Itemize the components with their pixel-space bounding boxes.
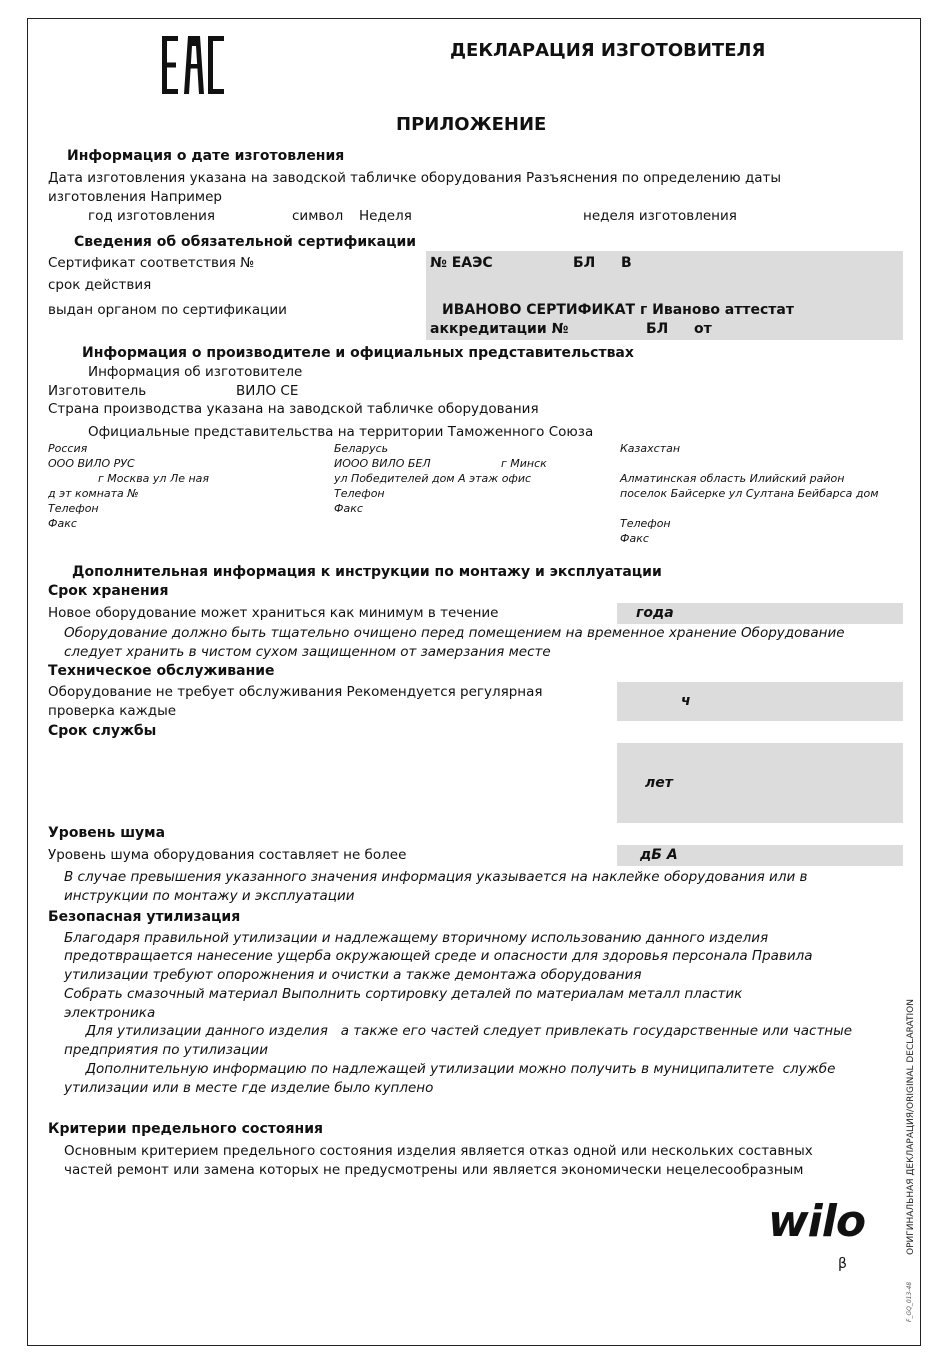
disposal-line: Для утилизации данного изделия а также его частей следует привлекать государственные или частные bbox=[64, 1023, 853, 1039]
disposal-line: Собрать смазочный материал Выполнить сортировку деталей по материалам металл пластик bbox=[64, 986, 743, 1002]
section-heading-manufacturer: Информация о производителе и официальных представительствах bbox=[82, 345, 634, 361]
manufacture-date-line2: изготовления Например bbox=[48, 189, 222, 205]
kazakhstan-phone: Телефон bbox=[620, 517, 671, 530]
limit-state-heading: Критерии предельного состояния bbox=[48, 1121, 324, 1137]
side-declaration-text: ОРИГИНАЛЬНАЯ ДЕКЛАРАЦИЯ/ORIGINAL DECLARATION bbox=[906, 999, 916, 1255]
russia-phone: Телефон bbox=[48, 502, 99, 515]
service-life-heading: Срок службы bbox=[48, 723, 157, 739]
wilo-logo: wilo bbox=[768, 1196, 866, 1247]
noise-line: Уровень шума оборудования составляет не более bbox=[48, 847, 407, 863]
storage-note1: Оборудование должно быть тщательно очищено перед помещением на временное хранение Оборудование bbox=[64, 625, 845, 641]
storage-note2: следует хранить в чистом сухом защищенном от замерзания месте bbox=[64, 644, 551, 660]
storage-value: года bbox=[636, 605, 674, 621]
belarus-phone: Телефон bbox=[334, 487, 385, 500]
disposal-line: Дополнительную информацию по надлежащей утилизации можно получить в муниципалитете службе bbox=[64, 1061, 836, 1077]
noise-note2: инструкции по монтажу и эксплуатации bbox=[64, 888, 355, 904]
russia-address2: д эт комната № bbox=[48, 487, 139, 500]
russia-country: Россия bbox=[48, 442, 88, 455]
kazakhstan-region: Алматинская область Илийский район bbox=[620, 472, 845, 485]
russia-address1: г Москва ул Ле ная bbox=[98, 472, 210, 485]
manufacturer-label: Изготовитель bbox=[48, 383, 147, 399]
belarus-city: г Минск bbox=[501, 457, 547, 470]
noise-value: дБ А bbox=[640, 847, 678, 863]
russia-company: ООО ВИЛО РУС bbox=[48, 457, 135, 470]
issuer-line2b: БЛ bbox=[646, 321, 669, 337]
maintenance-heading: Техническое обслуживание bbox=[48, 663, 275, 679]
kazakhstan-address: поселок Байсерке ул Султана Бейбарса дом bbox=[620, 487, 879, 500]
disposal-line: Благодаря правильной утилизации и надлежащему вторичному использованию данного изделия bbox=[64, 930, 769, 946]
noise-note1: В случае превышения указанного значения информация указывается на наклейке оборудования или в bbox=[64, 869, 808, 885]
disposal-heading: Безопасная утилизация bbox=[48, 909, 241, 925]
maintenance-value-box bbox=[617, 682, 903, 721]
belarus-country: Беларусь bbox=[334, 442, 389, 455]
manufacturer-value: ВИЛО СЕ bbox=[236, 383, 299, 399]
disposal-line: утилизации или в месте где изделие было куплено bbox=[64, 1080, 434, 1096]
disposal-line: предприятия по утилизации bbox=[64, 1042, 268, 1058]
limit-state-line2: частей ремонт или замена которых не предусмотрены или является экономически нецелесообразным bbox=[64, 1162, 804, 1178]
section-heading-certification: Сведения об обязательной сертификации bbox=[74, 234, 417, 250]
maintenance-value: ч bbox=[681, 693, 691, 709]
maintenance-line1: Оборудование не требует обслуживания Рекомендуется регулярная bbox=[48, 684, 543, 700]
issuer-line2c: от bbox=[694, 321, 712, 337]
disposal-line: электроника bbox=[64, 1005, 156, 1021]
document-subtitle: ПРИЛОЖЕНИЕ bbox=[396, 114, 547, 135]
issued-label: выдан органом по сертификации bbox=[48, 302, 287, 318]
label-symbol: символ bbox=[292, 208, 344, 224]
cert-label: Сертификат соответствия № bbox=[48, 255, 255, 271]
issuer-line2a: аккредитации № bbox=[430, 321, 569, 337]
country-line: Страна производства указана на заводской табличке оборудования bbox=[48, 401, 539, 417]
manufacturer-subheading: Информация об изготовителе bbox=[88, 364, 303, 380]
section-heading-additional: Дополнительная информация к инструкции по монтажу и эксплуатации bbox=[72, 564, 662, 580]
label-year: год изготовления bbox=[88, 208, 216, 224]
reps-heading: Официальные представительства на территории Таможенного Союза bbox=[88, 424, 594, 440]
cert-v: В bbox=[621, 255, 632, 271]
belarus-address: ул Победителей дом А этаж офис bbox=[334, 472, 532, 485]
service-life-value: лет bbox=[645, 775, 673, 791]
disposal-line: предотвращается нанесение ущерба окружающей среде и опасности для здоровья персонала Правила bbox=[64, 948, 813, 964]
maintenance-line2: проверка каждые bbox=[48, 703, 177, 719]
form-code: F_GQ_013-48 bbox=[906, 1281, 913, 1322]
validity-label: срок действия bbox=[48, 277, 152, 293]
kazakhstan-fax: Факс bbox=[620, 532, 649, 545]
disposal-line: утилизации требуют опорожнения и очистки а также демонтажа оборудования bbox=[64, 967, 642, 983]
eac-logo bbox=[162, 36, 224, 94]
kazakhstan-country: Казахстан bbox=[620, 442, 681, 455]
label-week: Неделя bbox=[359, 208, 412, 224]
cert-bl: БЛ bbox=[573, 255, 596, 271]
storage-heading: Срок хранения bbox=[48, 583, 169, 599]
cert-number: № ЕАЭС bbox=[430, 255, 493, 271]
storage-line: Новое оборудование может храниться как минимум в течение bbox=[48, 605, 499, 621]
belarus-fax: Факс bbox=[334, 502, 363, 515]
beta-symbol: β bbox=[838, 1256, 847, 1272]
document-title: ДЕКЛАРАЦИЯ ИЗГОТОВИТЕЛЯ bbox=[450, 40, 766, 61]
russia-fax: Факс bbox=[48, 517, 77, 530]
limit-state-line1: Основным критерием предельного состояния изделия является отказ одной или нескольких составных bbox=[64, 1143, 813, 1159]
label-week-of-manufacture: неделя изготовления bbox=[583, 208, 737, 224]
issuer-line1: ИВАНОВО СЕРТИФИКАТ г Иваново аттестат bbox=[442, 302, 794, 318]
section-heading-manufacture-date: Информация о дате изготовления bbox=[67, 148, 345, 164]
noise-heading: Уровень шума bbox=[48, 825, 166, 841]
manufacture-date-line1: Дата изготовления указана на заводской табличке оборудования Разъяснения по определению даты bbox=[48, 170, 782, 186]
belarus-company: ИООО ВИЛО БЕЛ bbox=[334, 457, 431, 470]
